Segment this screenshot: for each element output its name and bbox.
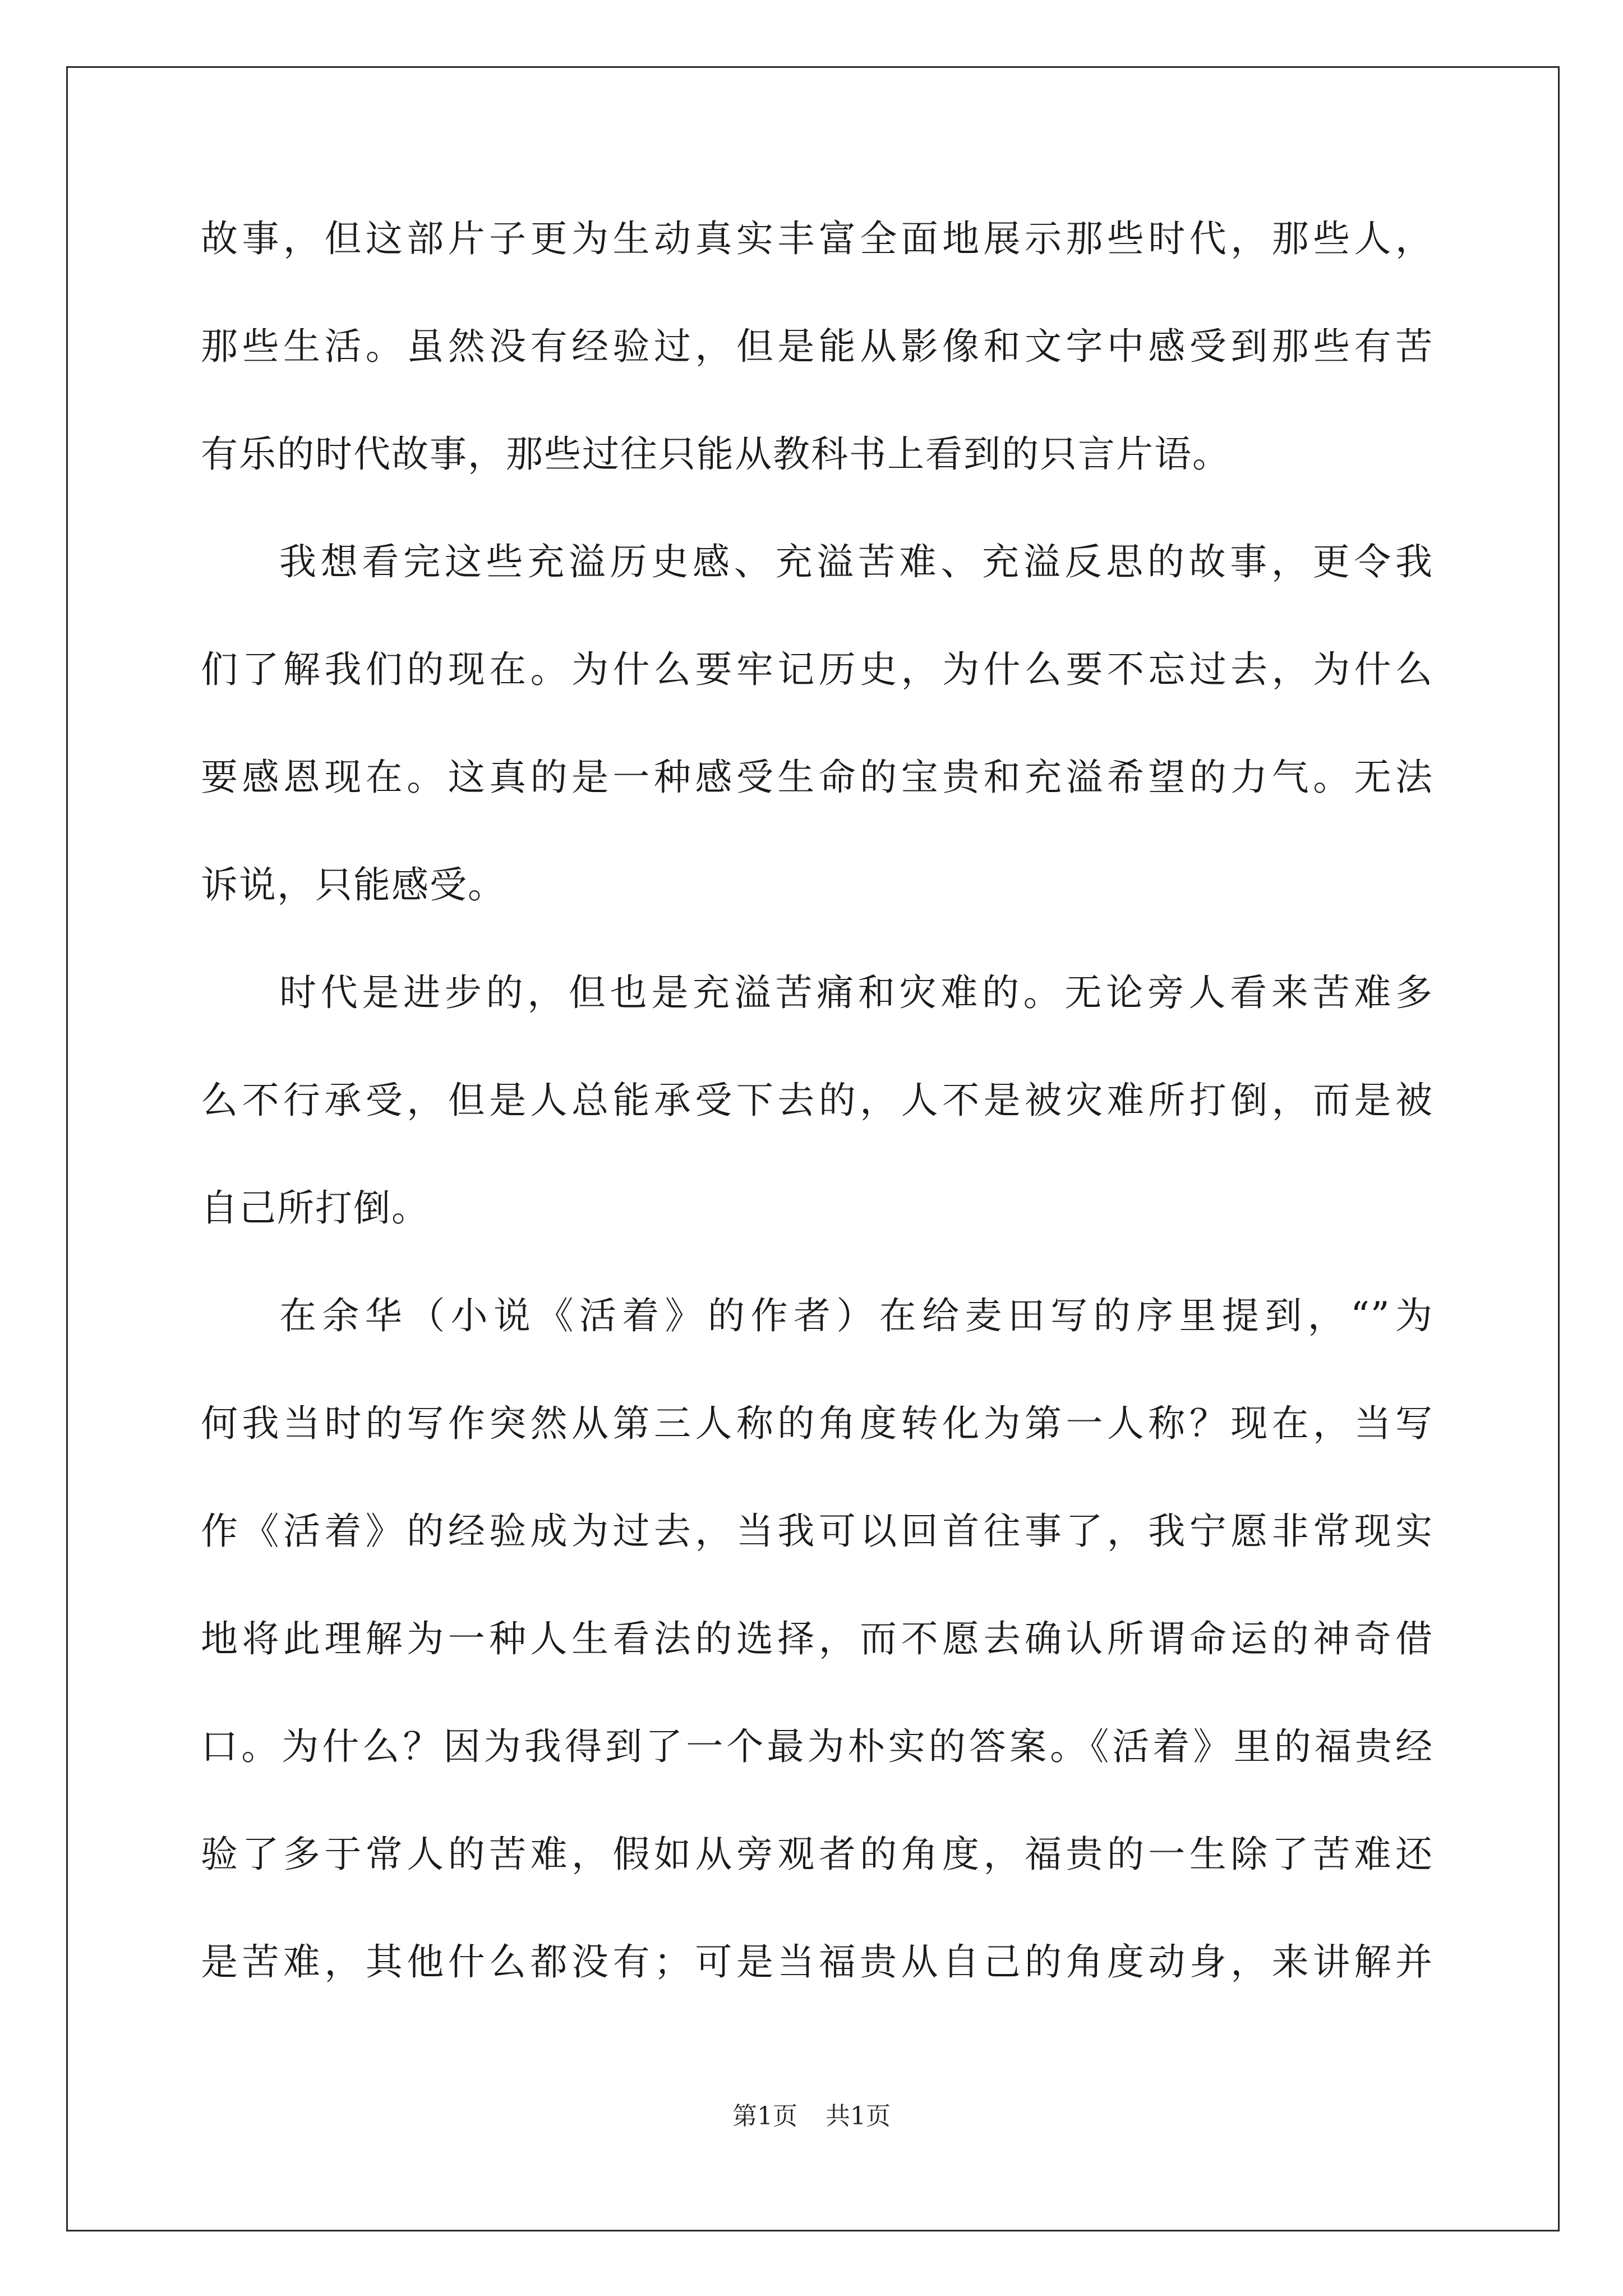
page-footer [0,2096,1623,2132]
text-line: 口。为什么？因为我得到了一个最为朴实的答案。《活着》里的福贵经 [201,1725,1433,1768]
text-line: 有乐的时代故事，那些过往只能从教科书上看到的只言片语。 [201,432,1230,476]
text-line: 作《活着》的经验成为过去，当我可以回首往事了，我宁愿非常现实 [201,1510,1433,1553]
text-line: 那些生活。虽然没有经验过，但是能从影像和文字中感受到那些有苦 [201,325,1433,368]
paragraph-start-line: 我想看完这些充溢历史感、充溢苦难、充溢反思的故事，更令我 [279,540,1433,583]
text-line: 要感恩现在。这真的是一种感受生命的宝贵和充溢希望的力气。无法 [201,756,1433,799]
text-line: 自己所打倒。 [201,1186,430,1230]
text-line: 何我当时的写作突然从第三人称的角度转化为第一人称？现在，当写 [201,1402,1433,1445]
text-line: 验了多于常人的苦难，假如从旁观者的角度，福贵的一生除了苦难还 [201,1833,1433,1876]
text-line: 诉说，只能感受。 [201,863,506,907]
paragraph-start-line: 在余华（小说《活着》的作者）在给麦田写的序里提到，“”为 [279,1294,1433,1337]
text-line: 么不行承受，但是人总能承受下去的，人不是被灾难所打倒，而是被 [201,1079,1433,1122]
document-body [201,185,1433,2016]
page-number: 第1页 [732,2102,797,2131]
text-line: 是苦难，其他什么都没有；可是当福贵从自己的角度动身，来讲解并 [201,1940,1433,1984]
text-line: 故事，但这部片子更为生动真实丰富全面地展示那些时代，那些人， [201,217,1433,260]
paragraph-start-line: 时代是进步的，但也是充溢苦痛和灾难的。无论旁人看来苦难多 [279,971,1433,1014]
total-pages: 共1页 [826,2102,891,2131]
text-line: 们了解我们的现在。为什么要牢记历史，为什么要不忘过去，为什么 [201,648,1433,691]
text-line: 地将此理解为一种人生看法的选择，而不愿去确认所谓命运的神奇借 [201,1617,1433,1660]
